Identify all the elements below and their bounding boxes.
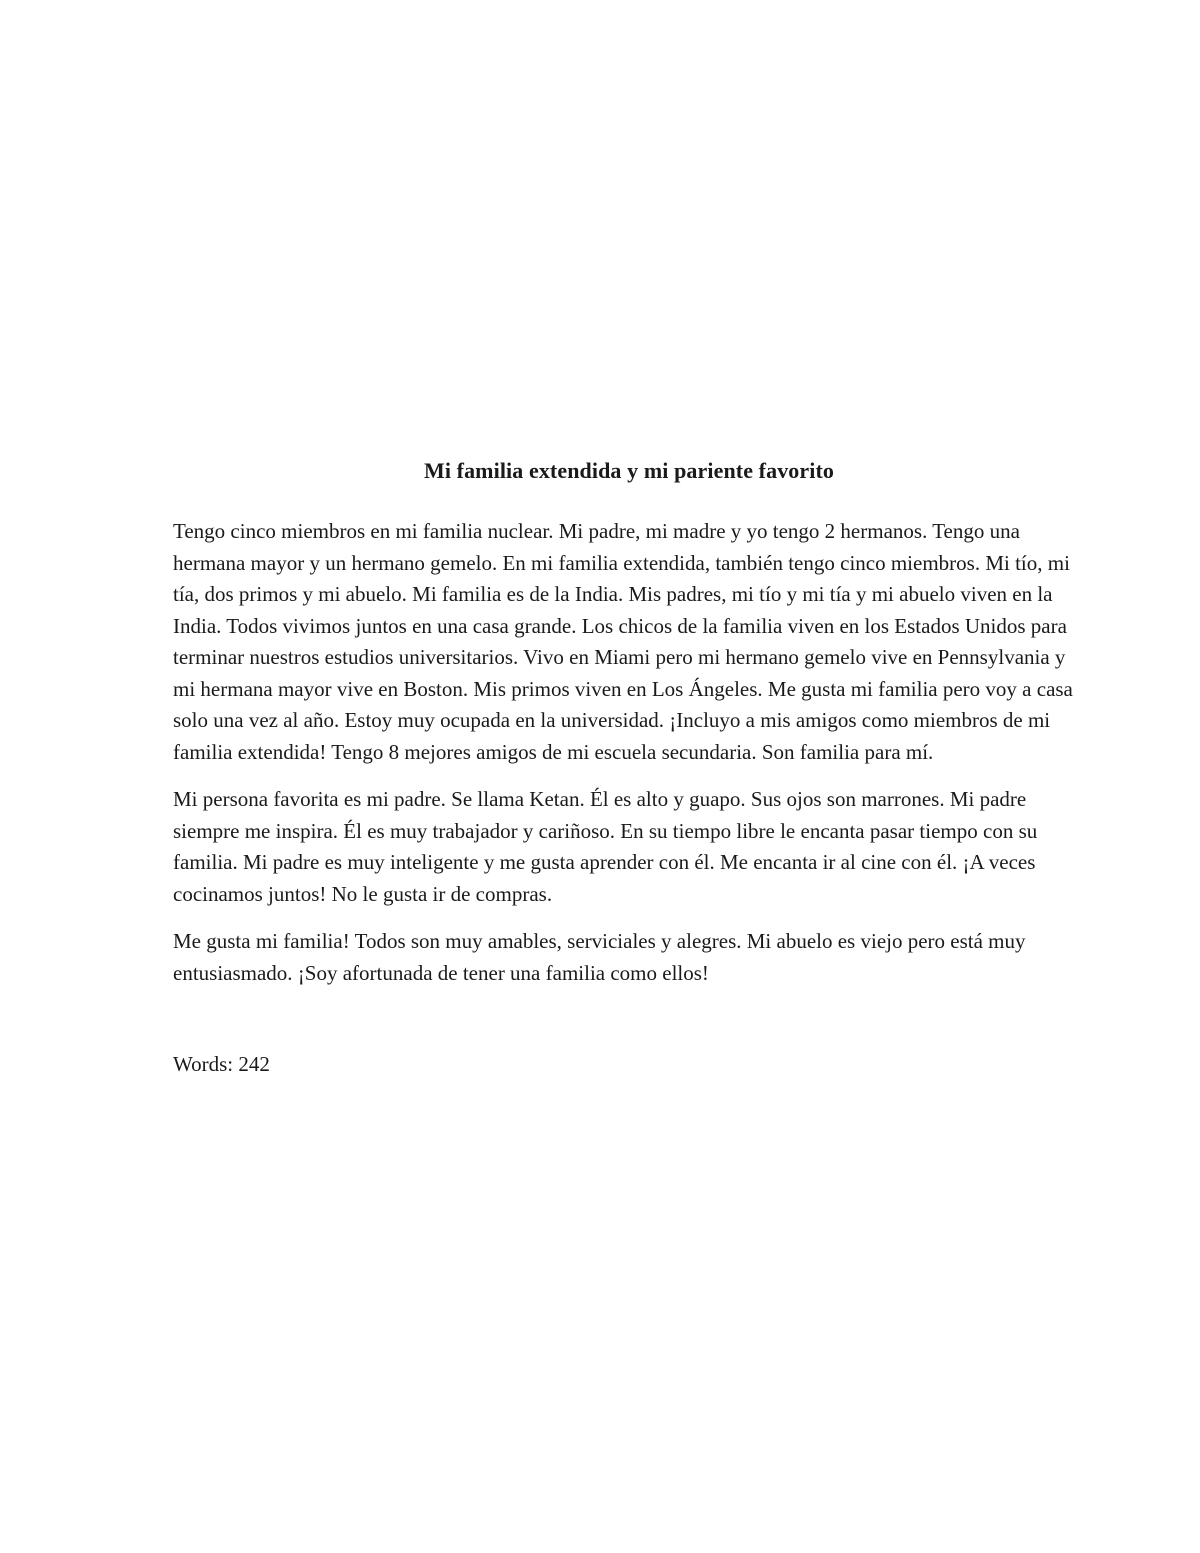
paragraph-favorite-person: Mi persona favorita es mi padre. Se llama Ketan. Él es alto y guapo. Sus ojos son marrones. Mi padre siempre me inspira. Él es muy trabajador y cariñoso. En su tiempo libre le encanta pasar tiempo con su familia. Mi padre es muy inteligente y me gusta aprender con él. Me encanta ir al cine con él. ¡A veces cocinamos juntos! No le gusta ir de compras. xyxy=(173,787,1038,906)
paragraph-nuclear-family: Tengo cinco miembros en mi familia nuclear. Mi padre, mi madre y yo tengo 2 hermanos. Tengo una hermana mayor y un hermano gemelo. En mi familia extendida, también tengo cinco miembros. Mi tío, mi tía, dos primos y mi abuelo. Mi familia es de la India. Mis padres, mi tío y mi tía y mi abuelo viven en la India. Todos vivimos juntos en una casa grande. Los chicos de la familia viven en los Estados Unidos para terminar nuestros estudios universitarios. Vivo en Miami pero mi hermano gemelo vive en Pennsylvania y mi hermana mayor vive en Boston. Mis primos viven en Los Ángeles. Me gusta mi familia pero voy a casa solo una vez al año. Estoy muy ocupada en la universidad. ¡Incluyo a mis amigos como miembros de mi familia extendida! Tengo 8 mejores amigos de mi escuela secundaria. Son familia para mí. xyxy=(173,519,1073,764)
word-count: Words: 242 xyxy=(173,1052,270,1076)
paragraph-conclusion: Me gusta mi familia! Todos son muy amables, serviciales y alegres. Mi abuelo es viejo pero está muy entusiasmado. ¡Soy afortunada de tener una familia como ellos! xyxy=(173,929,1026,985)
document-title: Mi familia extendida y mi pariente favorito xyxy=(423,458,834,483)
document-body xyxy=(173,458,1085,1081)
